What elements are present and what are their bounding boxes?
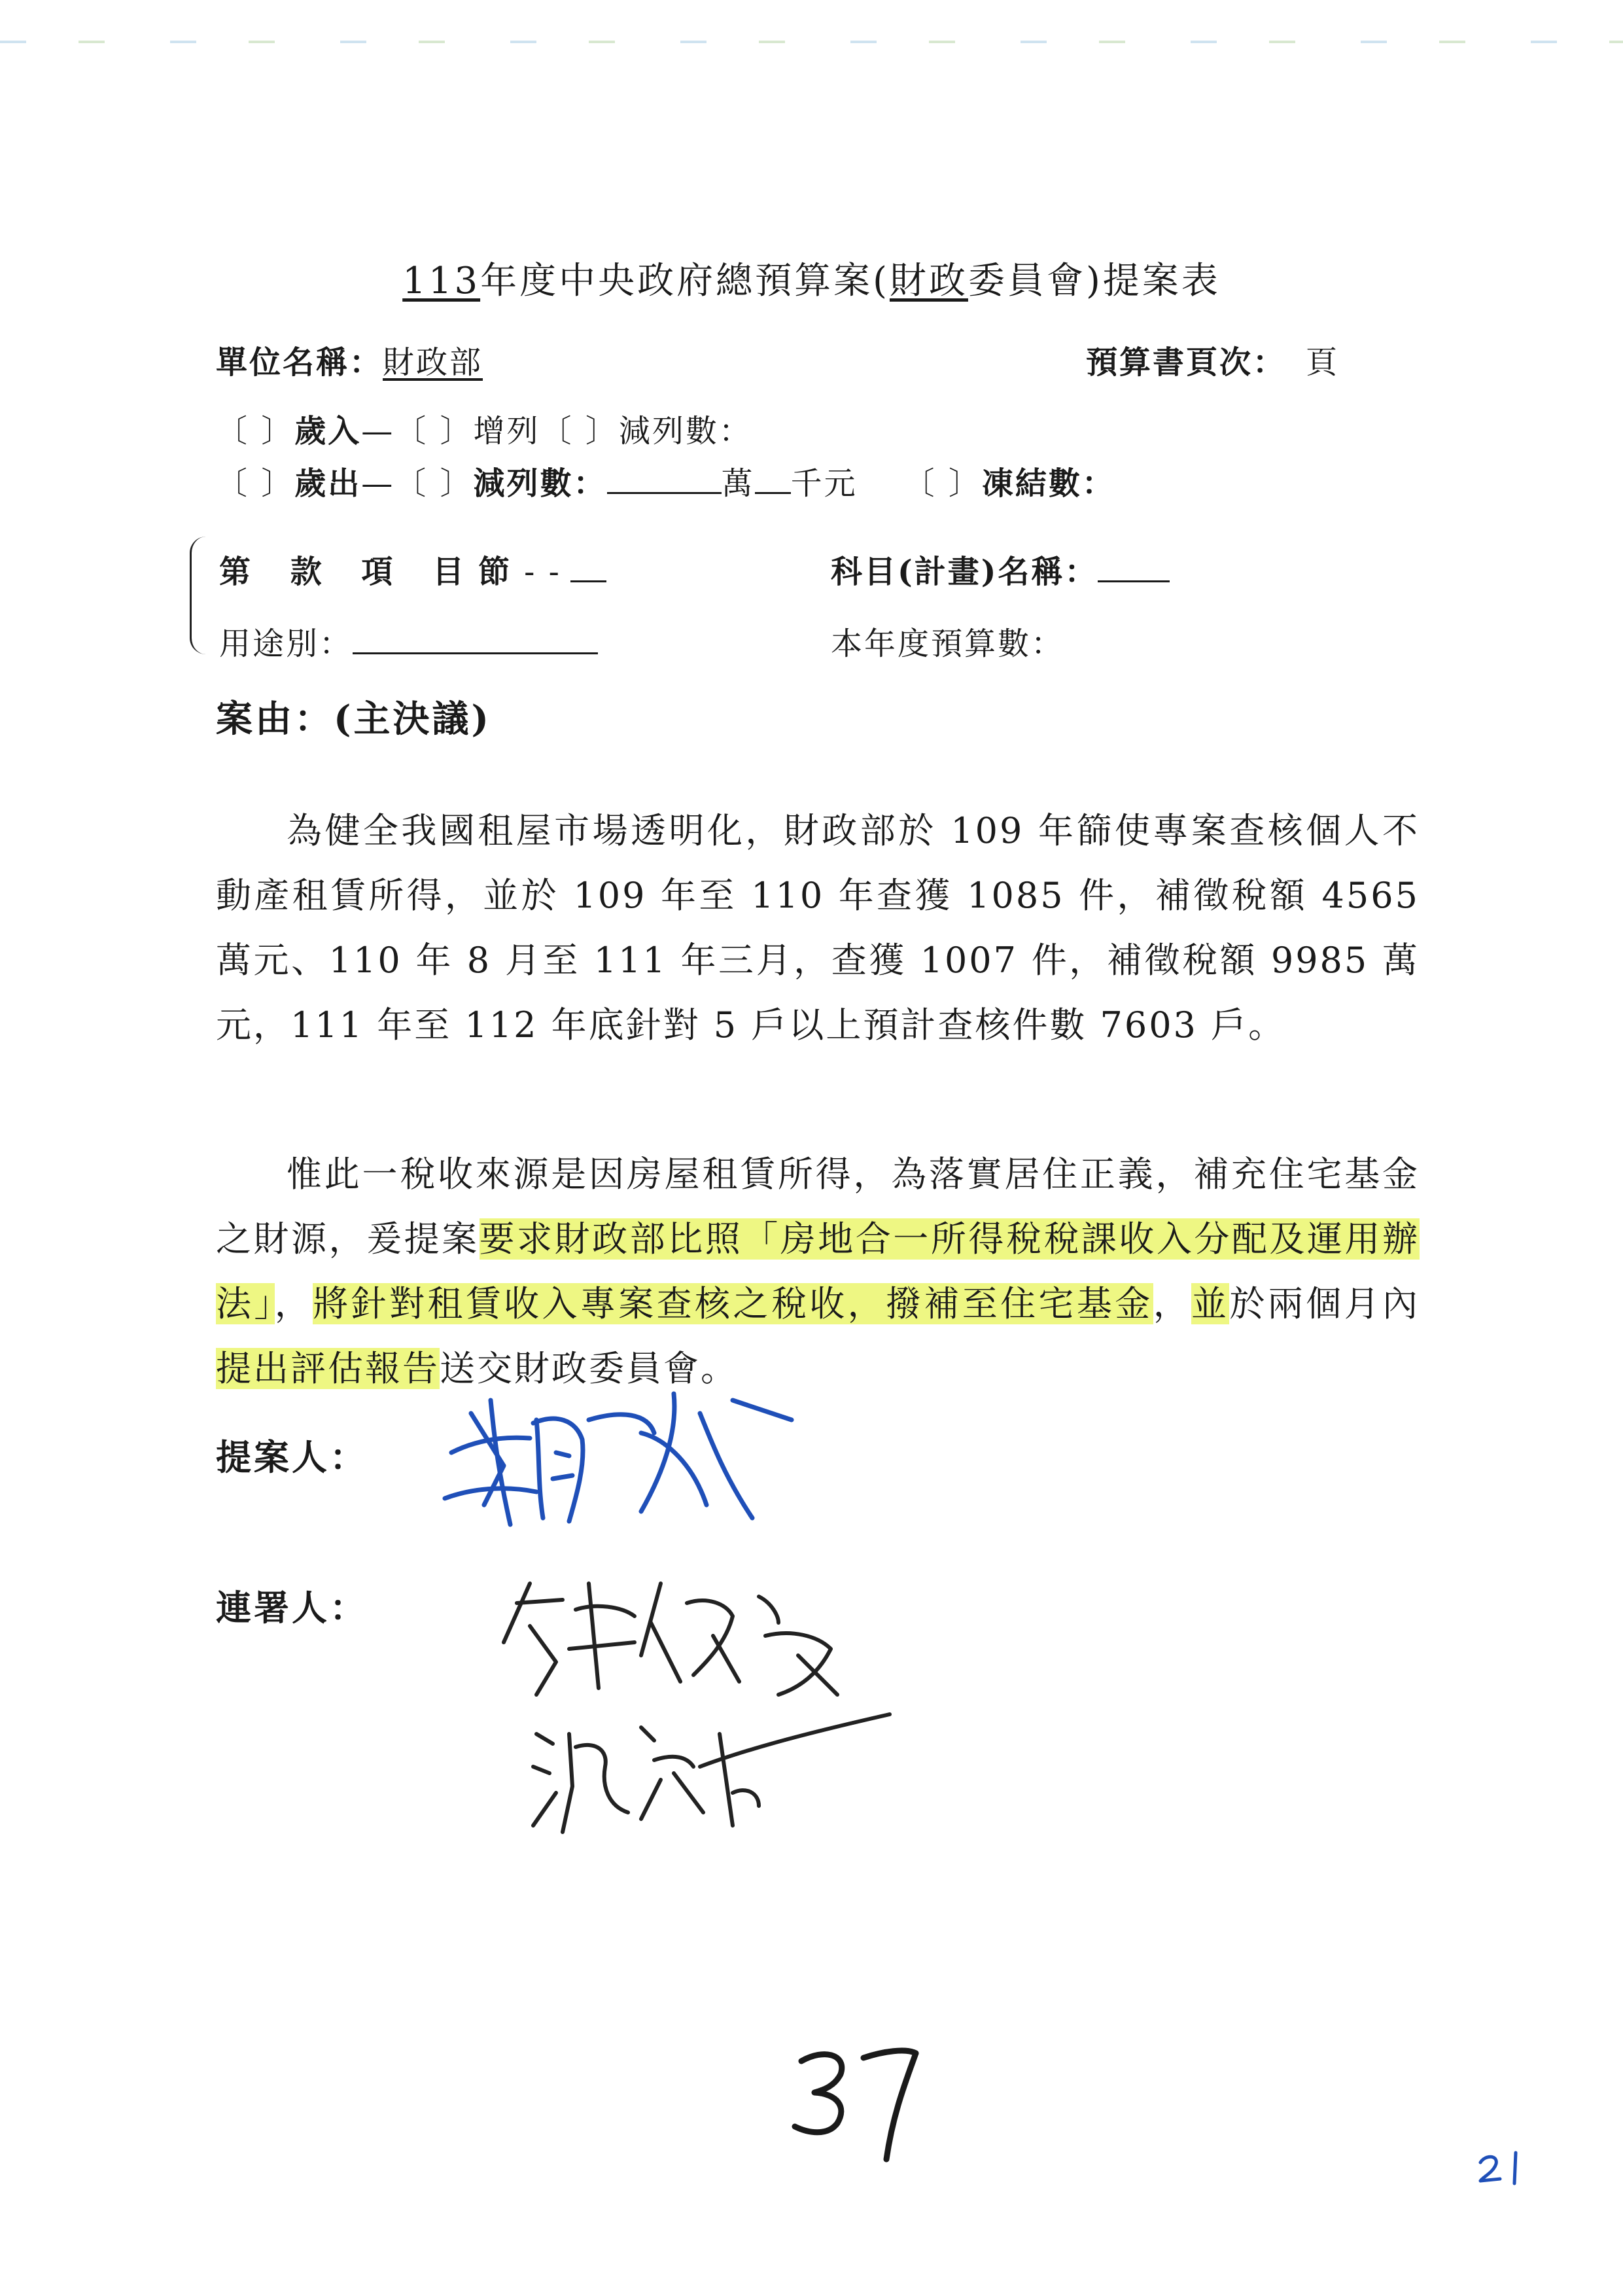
item-row [219, 546, 606, 592]
subject-blank [1098, 554, 1170, 582]
revenue-checkbox: 〔 〕 [216, 413, 295, 450]
corner-mark-strokes [1475, 2143, 1534, 2189]
frozen-checkbox: 〔 〕 [903, 465, 982, 502]
expense-line [216, 458, 1115, 503]
budget-page-unit: 頁 [1306, 344, 1340, 381]
use-label: 用途別： [219, 626, 353, 662]
item-dashes: - - [524, 554, 561, 590]
decrease-checkbox: 〔 〕 [540, 413, 619, 450]
item-blank [570, 554, 606, 582]
title-committee: 財政 [889, 260, 968, 302]
use-row [219, 618, 598, 663]
revenue-line [216, 406, 752, 451]
unit-value: 財政部 [383, 344, 483, 381]
left-brace [190, 537, 206, 654]
wan-blank [607, 466, 722, 494]
revenue-decrease-label: 減列數： [618, 413, 752, 450]
highlight-demand: 要求財政部比照「房地合一所得稅稅課收入分配及運用辦法」 [216, 1218, 1420, 1324]
page-number-strokes [785, 2035, 929, 2166]
highlight-report: 提出評估報告 [216, 1348, 440, 1389]
paragraph-2-text-1: 惟此一稅收來源是因房屋租賃所得，為落實居住正義，補充住宅基金之財源，爰提案 [216, 1154, 1420, 1260]
page-number [785, 2035, 929, 2166]
title-middle: 年度中央政府總預算案( [480, 260, 890, 302]
budget-page-row [1086, 337, 1339, 382]
revenue-label: 歲入 [294, 413, 362, 450]
scan-edge-artifact [0, 41, 1623, 43]
expense-checkbox: 〔 〕 [216, 465, 295, 502]
subject-row [831, 546, 1170, 592]
thousand-blank [755, 466, 791, 494]
reason-heading: 案由：(主決議) [216, 698, 491, 741]
increase-label: 增列 [473, 413, 540, 450]
cosigner-signature-2 [523, 1695, 916, 1852]
annual-budget-label: 本年度預算數： [831, 626, 1065, 662]
page-number-text [785, 2035, 786, 2036]
cosigner-signature-2-strokes [523, 1695, 916, 1852]
subject-label: 科目(計畫)名稱： [831, 554, 1098, 590]
paragraph-2-text-5: 送交財政委員會。 [440, 1348, 738, 1389]
paragraph-2-text-3: ， [1153, 1283, 1192, 1324]
paragraph-1: 為健全我國租屋市場透明化，財政部於 109 年篩使專案查核個人不動產租賃所得，並於 109 年至 110 年查獲 1085 件，補徵稅額 4565 萬元、110 年 8 月至 111 年三月，查獲 1007 件，補徵稅額 9985 萬元，111 年至 112 年底針對 5 戶以上預計查核件數 7603 戶。 [216, 810, 1420, 1046]
proposer-signature [425, 1374, 818, 1544]
expense-decrease-checkbox: 〔 〕 [394, 465, 474, 502]
cosigner-label: 連署人： [216, 1587, 368, 1629]
paragraph-2-text-4: 於兩個月內 [1229, 1283, 1420, 1324]
annual-budget-row [831, 618, 1064, 663]
increase-checkbox: 〔 〕 [394, 413, 474, 450]
unit-label: 單位名稱： [216, 344, 383, 381]
expense-label: 歲出 [294, 465, 362, 502]
proposer-label: 提案人： [216, 1436, 368, 1478]
corner-mark-text [1475, 2143, 1476, 2144]
unit-row [216, 337, 483, 382]
proposer-signature-strokes [425, 1374, 818, 1544]
frozen-label: 凍結數： [981, 465, 1115, 502]
title-end: 委員會)提案表 [968, 260, 1221, 302]
item-sections-label: 第 款 項 目節 [219, 554, 525, 590]
highlight-and: 並 [1191, 1283, 1230, 1324]
page-title [0, 252, 1623, 304]
highlight-allocation: 將針對租賃收入專案查核之稅收，撥補至住宅基金 [313, 1283, 1153, 1324]
revenue-dash: — [361, 413, 395, 450]
title-year: 113 [402, 260, 481, 302]
thousand-unit: 千元 [790, 465, 858, 502]
cosigner-signature-1 [491, 1564, 857, 1708]
paragraph-2-text-2: ， [274, 1283, 313, 1324]
expense-decrease-label: 減列數： [473, 465, 607, 502]
wan-unit: 萬 [721, 465, 755, 502]
use-blank [353, 626, 598, 654]
corner-mark [1475, 2143, 1534, 2189]
budget-page-label: 預算書頁次： [1086, 344, 1287, 381]
cosigner-signature-1-strokes [491, 1564, 857, 1708]
expense-dash: — [361, 465, 395, 502]
paragraph-2 [216, 1142, 1420, 1401]
